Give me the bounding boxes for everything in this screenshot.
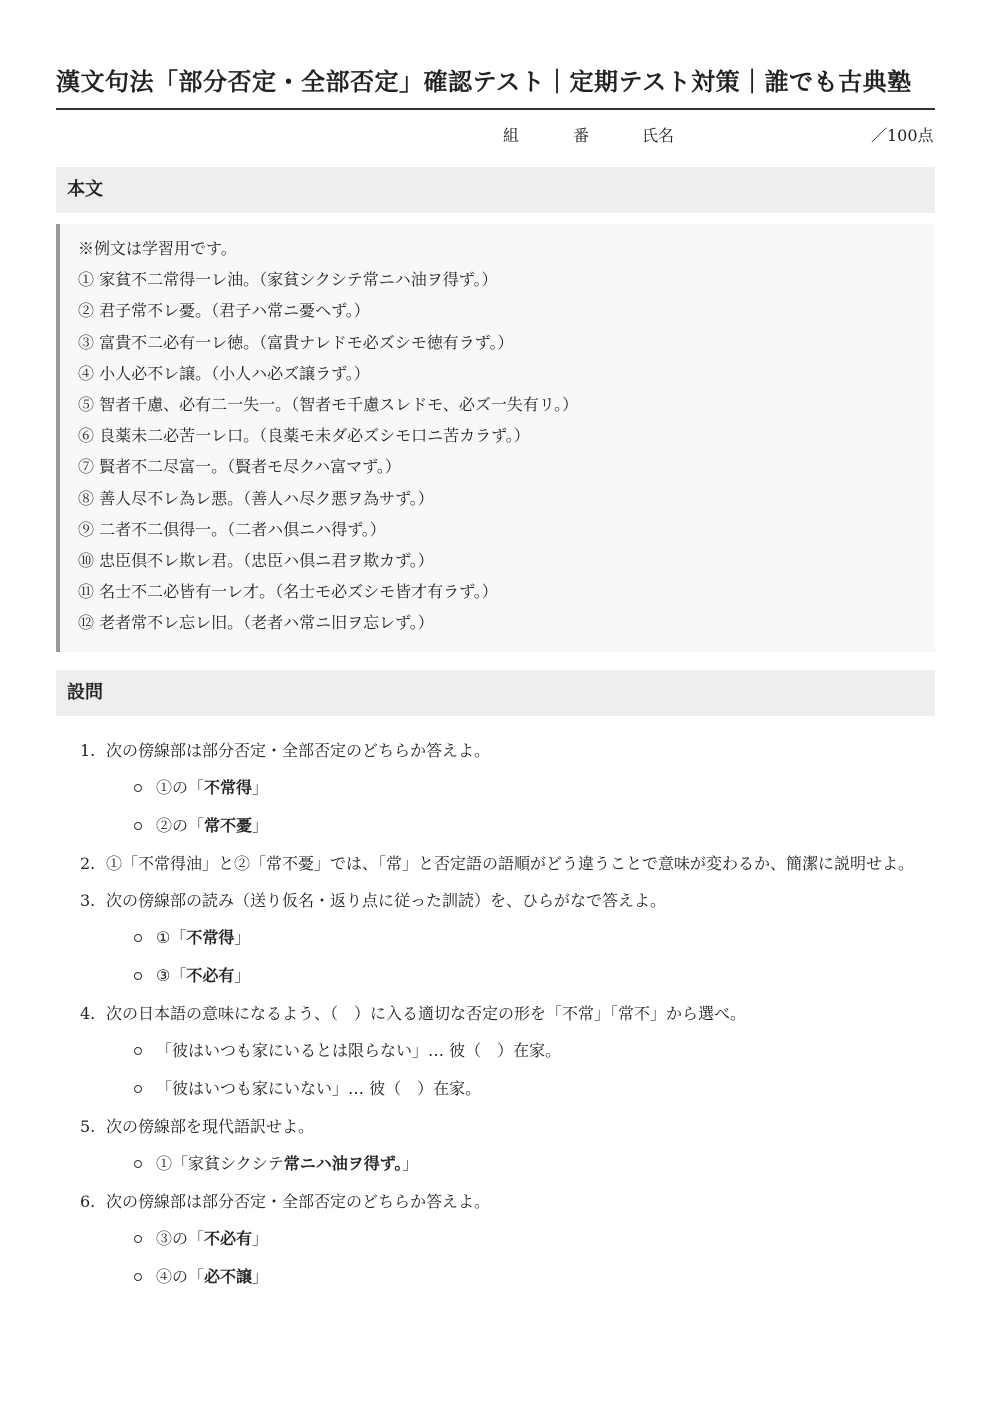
question-text: 次の傍線部は部分否定・全部否定のどちらか答えよ。: [106, 1192, 491, 1211]
passage-line: ⑪ 名士不二必皆有一レ才。（名士モ必ズシモ皆才有ラず。）: [78, 582, 498, 602]
passage-line: ⑩ 忠臣倶不レ欺レ君。（忠臣ハ倶ニ君ヲ欺カず。）: [78, 550, 434, 570]
passage-line: ⑥ 良薬未二必苦一レ口。（良薬モ未ダ必ズシモ口ニ苦カラず。）: [78, 426, 530, 446]
sub-question-prefix: ③「: [156, 966, 187, 985]
question-item: [56, 885, 935, 991]
passage-line: ⑫ 老者常不レ忘レ旧。（老者ハ常ニ旧ヲ忘レず。）: [78, 613, 434, 633]
passage-box: [56, 224, 935, 652]
sub-question-prefix: ①「: [156, 928, 187, 947]
question-text: 次の傍線部を現代語訳せよ。: [106, 1117, 315, 1136]
sub-question-suffix: 」: [234, 928, 251, 947]
underlined-phrase: 必不譲: [204, 1267, 253, 1286]
passage-line: ④ 小人必不レ譲。（小人ハ必ズ譲ラず。）: [78, 363, 370, 383]
sub-question: [106, 922, 935, 953]
sub-question: [106, 1148, 935, 1179]
sub-question: [106, 772, 935, 803]
question-number: 2.: [80, 854, 96, 873]
student-info-row: [56, 123, 935, 145]
sub-question-prefix: ①の「: [156, 778, 205, 797]
passage-line: ⑨ 二者不二倶得一。（二者ハ倶ニハ得ず。）: [78, 519, 386, 539]
sub-question: [106, 1223, 935, 1254]
passage-line: ⑦ 賢者不二尽富一。（賢者モ尽クハ富マず。）: [78, 457, 401, 477]
question-item: [56, 998, 935, 1104]
sub-question-prefix: ④の「: [156, 1267, 205, 1286]
underlined-phrase: 不必有: [204, 1229, 253, 1248]
page-title: 漢文句法「部分否定・全部否定」確認テスト｜定期テスト対策｜誰でも古典塾: [56, 67, 912, 96]
passage-line: ③ 富貴不二必有一レ徳。（富貴ナレドモ必ズシモ徳有ラず。）: [78, 332, 514, 352]
question-number: 4.: [80, 1004, 96, 1023]
title-divider: [56, 108, 935, 110]
underlined-phrase: 不必有: [186, 966, 235, 985]
sub-question-prefix: 「彼はいつも家にいない」… 彼（ ）在家。: [156, 1079, 482, 1098]
sub-question-prefix: ③の「: [156, 1229, 205, 1248]
question-number: 3.: [80, 891, 96, 910]
class-label: 組: [503, 126, 520, 145]
sub-question-suffix: 」: [234, 966, 251, 985]
name-label: 氏名: [642, 126, 675, 145]
sub-question: [106, 1261, 935, 1292]
question-number: 5.: [80, 1117, 96, 1136]
sub-question-prefix: ②の「: [156, 816, 205, 835]
question-item: [56, 735, 935, 841]
sub-question: [106, 1073, 935, 1104]
passage-note: ※例文は学習用です。: [78, 239, 237, 258]
passage-line: ⑧ 善人尽不レ為レ悪。（善人ハ尽ク悪ヲ為サず。）: [78, 488, 434, 508]
passage-line: ① 家貧不二常得一レ油。（家貧シクシテ常ニハ油ヲ得ず。）: [78, 270, 498, 290]
question-number: 6.: [80, 1192, 96, 1211]
question-item: [56, 848, 935, 879]
sub-question-suffix: 」: [252, 778, 269, 797]
section-heading-text: 本文: [56, 167, 935, 213]
question-text: 次の傍線部の読み（送り仮名・返り点に従った訓読）を、ひらがなで答えよ。: [106, 891, 667, 910]
section-heading-questions: 設問: [56, 670, 935, 716]
sub-question-suffix: 」: [402, 1154, 419, 1173]
sub-question: [106, 810, 935, 841]
sub-question: [106, 1035, 935, 1066]
underlined-phrase: 常不憂: [204, 816, 253, 835]
question-text: 次の傍線部は部分否定・全部否定のどちらか答えよ。: [106, 741, 491, 760]
underlined-phrase: 不常得: [204, 778, 253, 797]
passage-line: ⑤ 智者千慮、必有二一失一。（智者モ千慮スレドモ、必ズ一失有リ。）: [78, 394, 579, 414]
number-label: 番: [573, 126, 590, 145]
underlined-phrase: 常ニハ油ヲ得ず。: [283, 1154, 403, 1173]
score-label: ／100点: [871, 126, 934, 145]
sub-question-suffix: 」: [252, 1267, 269, 1286]
sub-question-suffix: 」: [252, 1229, 269, 1248]
question-list: [56, 735, 935, 1299]
sub-question: [106, 960, 935, 991]
question-text: ①「不常得油」と②「常不憂」では、「常」と否定語の語順がどう違うことで意味が変わるか、簡潔に説明せよ。: [106, 854, 915, 873]
question-number: 1.: [80, 741, 96, 760]
question-text: 次の日本語の意味になるよう、（ ）に入る適切な否定の形を「不常」「常不」から選べ。: [106, 1004, 747, 1023]
question-item: [56, 1111, 935, 1179]
sub-question-prefix: ①「家貧シクシテ: [156, 1154, 284, 1173]
sub-question-suffix: 」: [252, 816, 269, 835]
question-item: [56, 1186, 935, 1292]
underlined-phrase: 不常得: [186, 928, 235, 947]
passage-line: ② 君子常不レ憂。（君子ハ常ニ憂ヘず。）: [78, 301, 370, 321]
sub-question-prefix: 「彼はいつも家にいるとは限らない」… 彼（ ）在家。: [156, 1041, 562, 1060]
